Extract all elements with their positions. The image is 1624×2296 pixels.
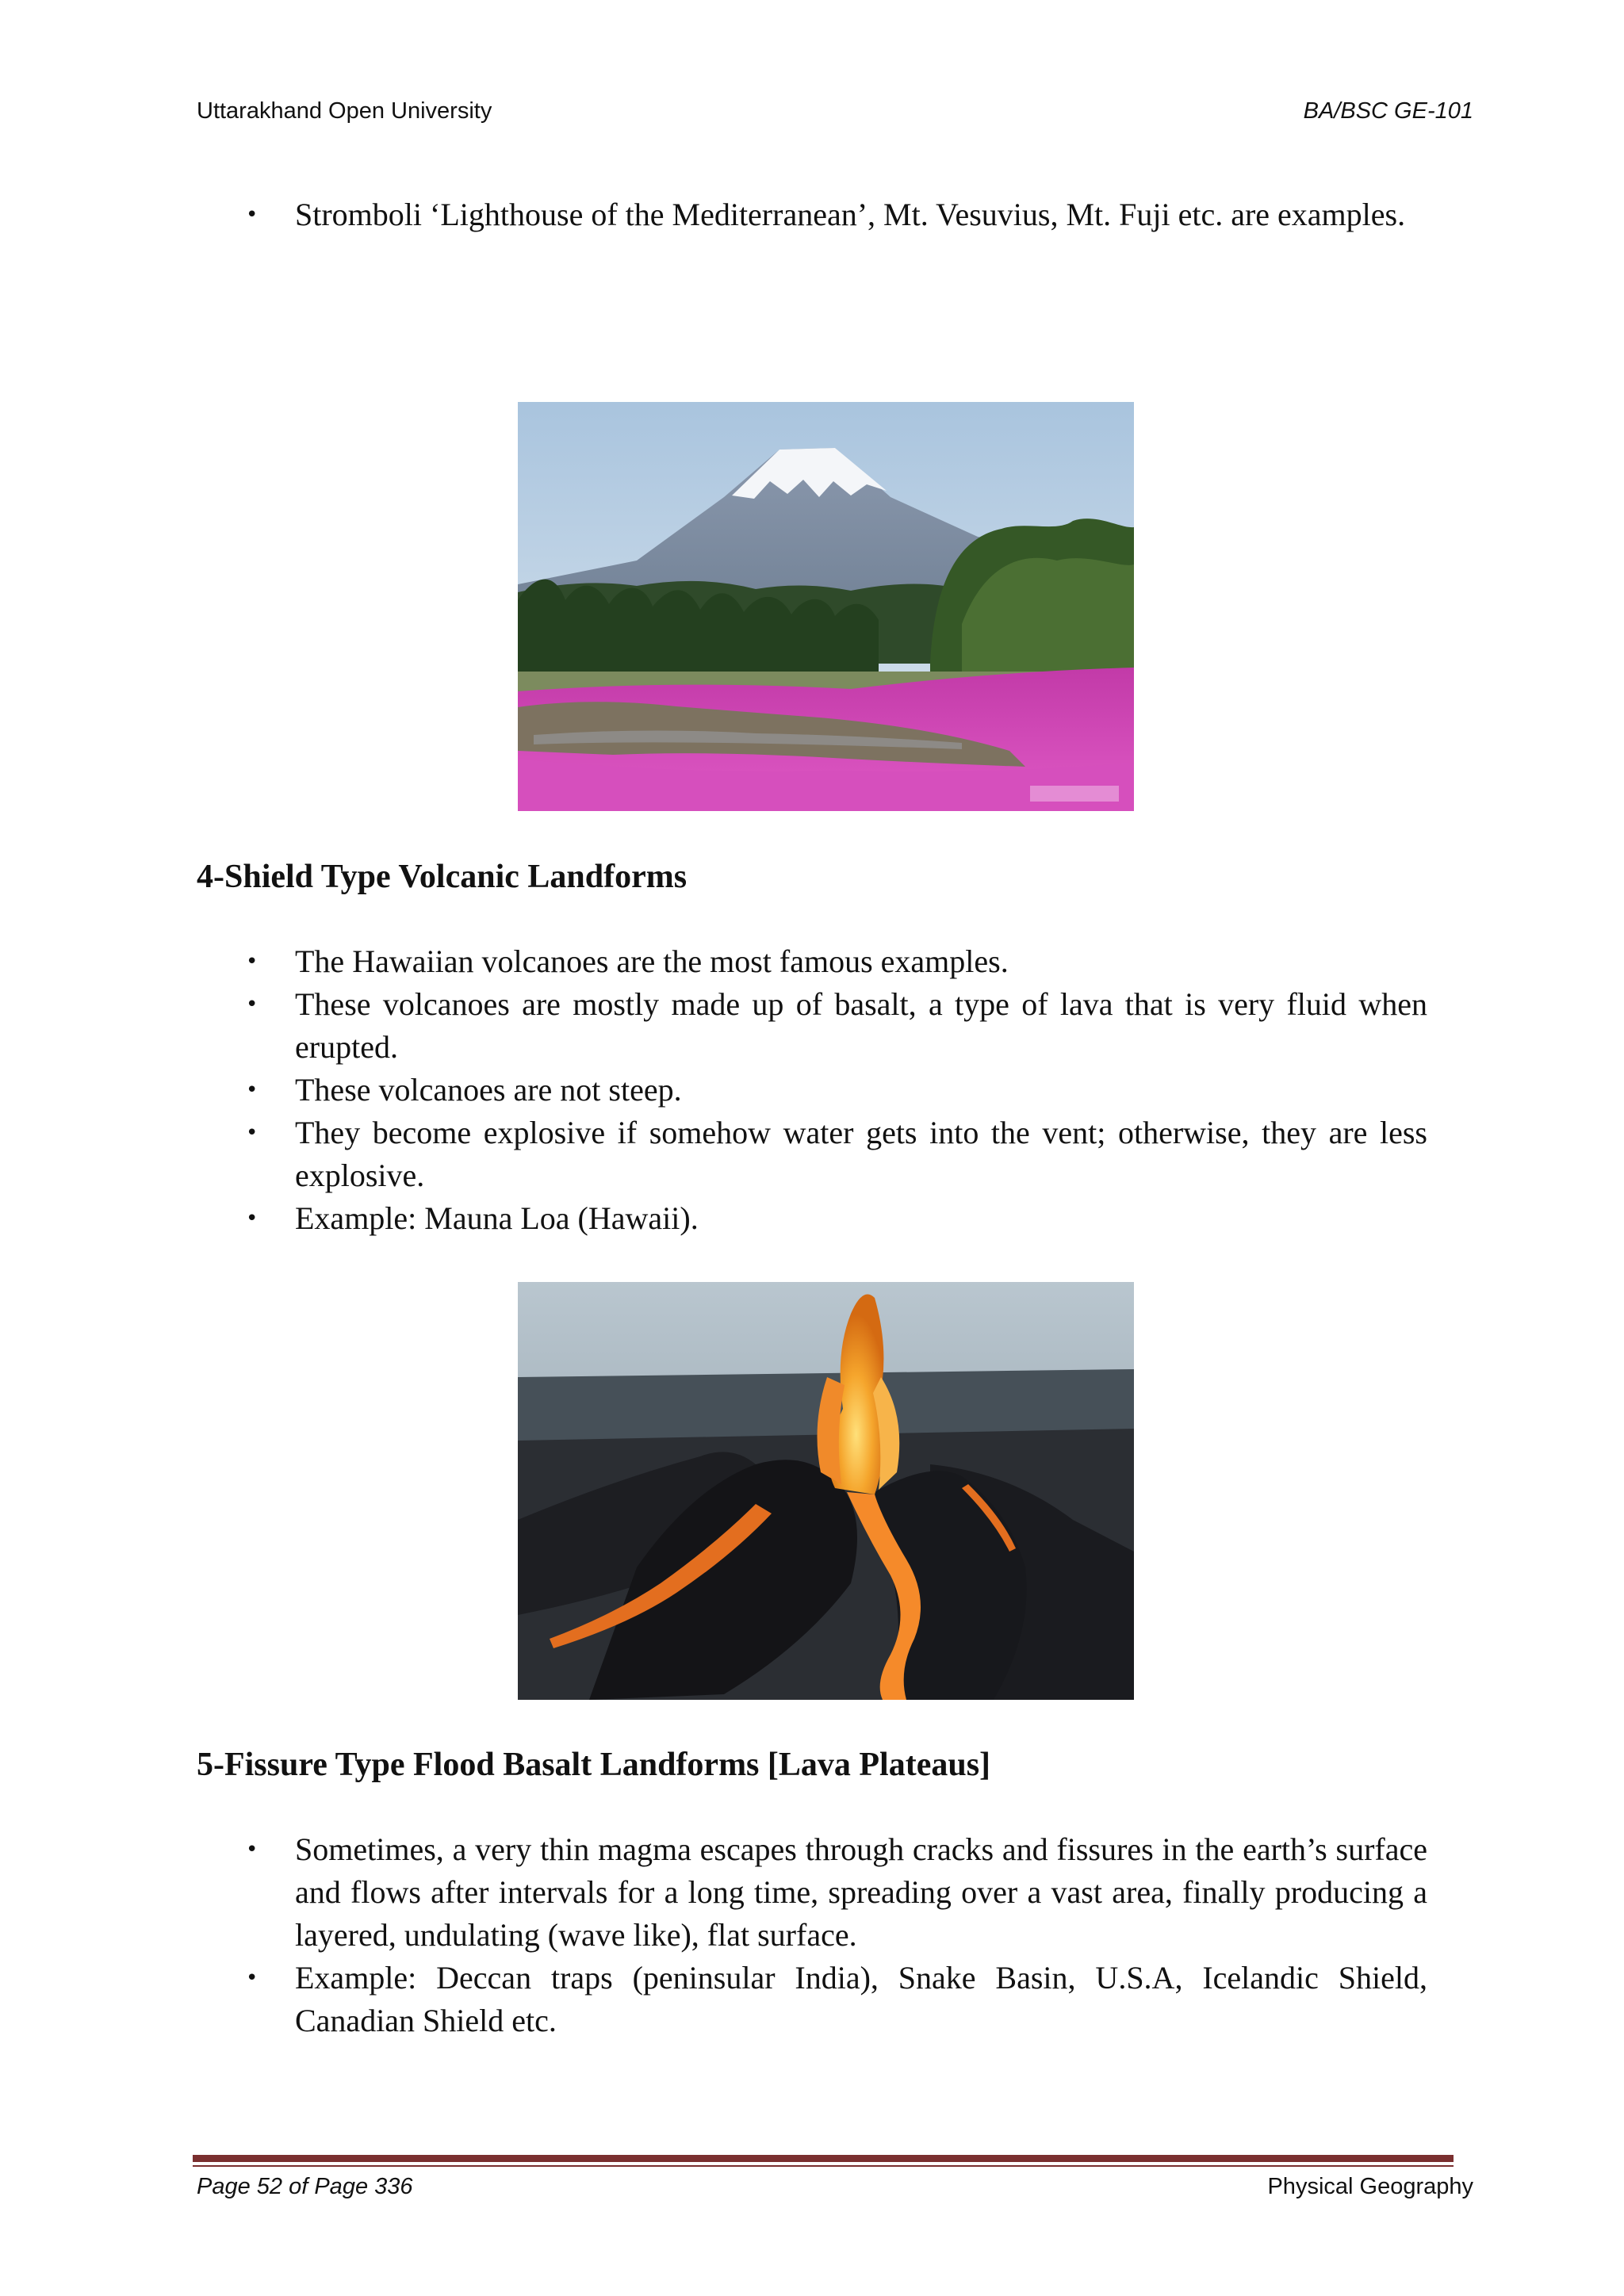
watermark-box xyxy=(1030,786,1119,802)
list-item: • These volcanoes are not steep. xyxy=(295,1069,1427,1112)
list-item: • These volcanoes are mostly made up of basalt, a type of lava that is very fluid when erupted. xyxy=(295,983,1427,1069)
header-course-code: BA/BSC GE-101 xyxy=(1303,98,1473,124)
header-university: Uttarakhand Open University xyxy=(197,98,492,124)
list-item: • Stromboli ‘Lighthouse of the Mediterranean’, Mt. Vesuvius, Mt. Fuji etc. are examples. xyxy=(295,193,1427,236)
list-item: • Example: Mauna Loa (Hawaii). xyxy=(295,1197,1427,1240)
page-number: Page 52 of Page 336 xyxy=(197,2174,413,2199)
footer-rule-thick xyxy=(193,2155,1454,2162)
list-item: • Example: Deccan traps (peninsular India), Snake Basin, U.S.A, Icelandic Shield, Canadian Shield etc. xyxy=(295,1957,1427,2042)
list-item: • Sometimes, a very thin magma escapes through cracks and fissures in the earth’s surface and flows after intervals for a long time, spreading over a vast area, finally producing a layered, undulating (wave like), flat surface. xyxy=(295,1828,1427,1957)
page-footer xyxy=(197,2174,1473,2200)
page-header xyxy=(197,98,1473,124)
mt-fuji-photo xyxy=(518,402,1134,811)
list-item: • They become explosive if somehow water gets into the vent; otherwise, they are less explosive. xyxy=(295,1112,1427,1197)
footer-subject: Physical Geography xyxy=(1267,2174,1473,2199)
shield-bullet-list xyxy=(0,940,1624,1240)
intro-bullet-list xyxy=(0,193,1624,236)
list-item: • The Hawaiian volcanoes are the most famous examples. xyxy=(295,940,1427,983)
volcano-eruption-photo xyxy=(518,1282,1134,1700)
fissure-bullet-list xyxy=(0,1828,1624,2042)
section-title-fissure: 5-Fissure Type Flood Basalt Landforms [Lava Plateaus] xyxy=(197,1747,991,1783)
section-title-shield: 4-Shield Type Volcanic Landforms xyxy=(197,859,688,895)
footer-rule-thin xyxy=(193,2165,1454,2167)
